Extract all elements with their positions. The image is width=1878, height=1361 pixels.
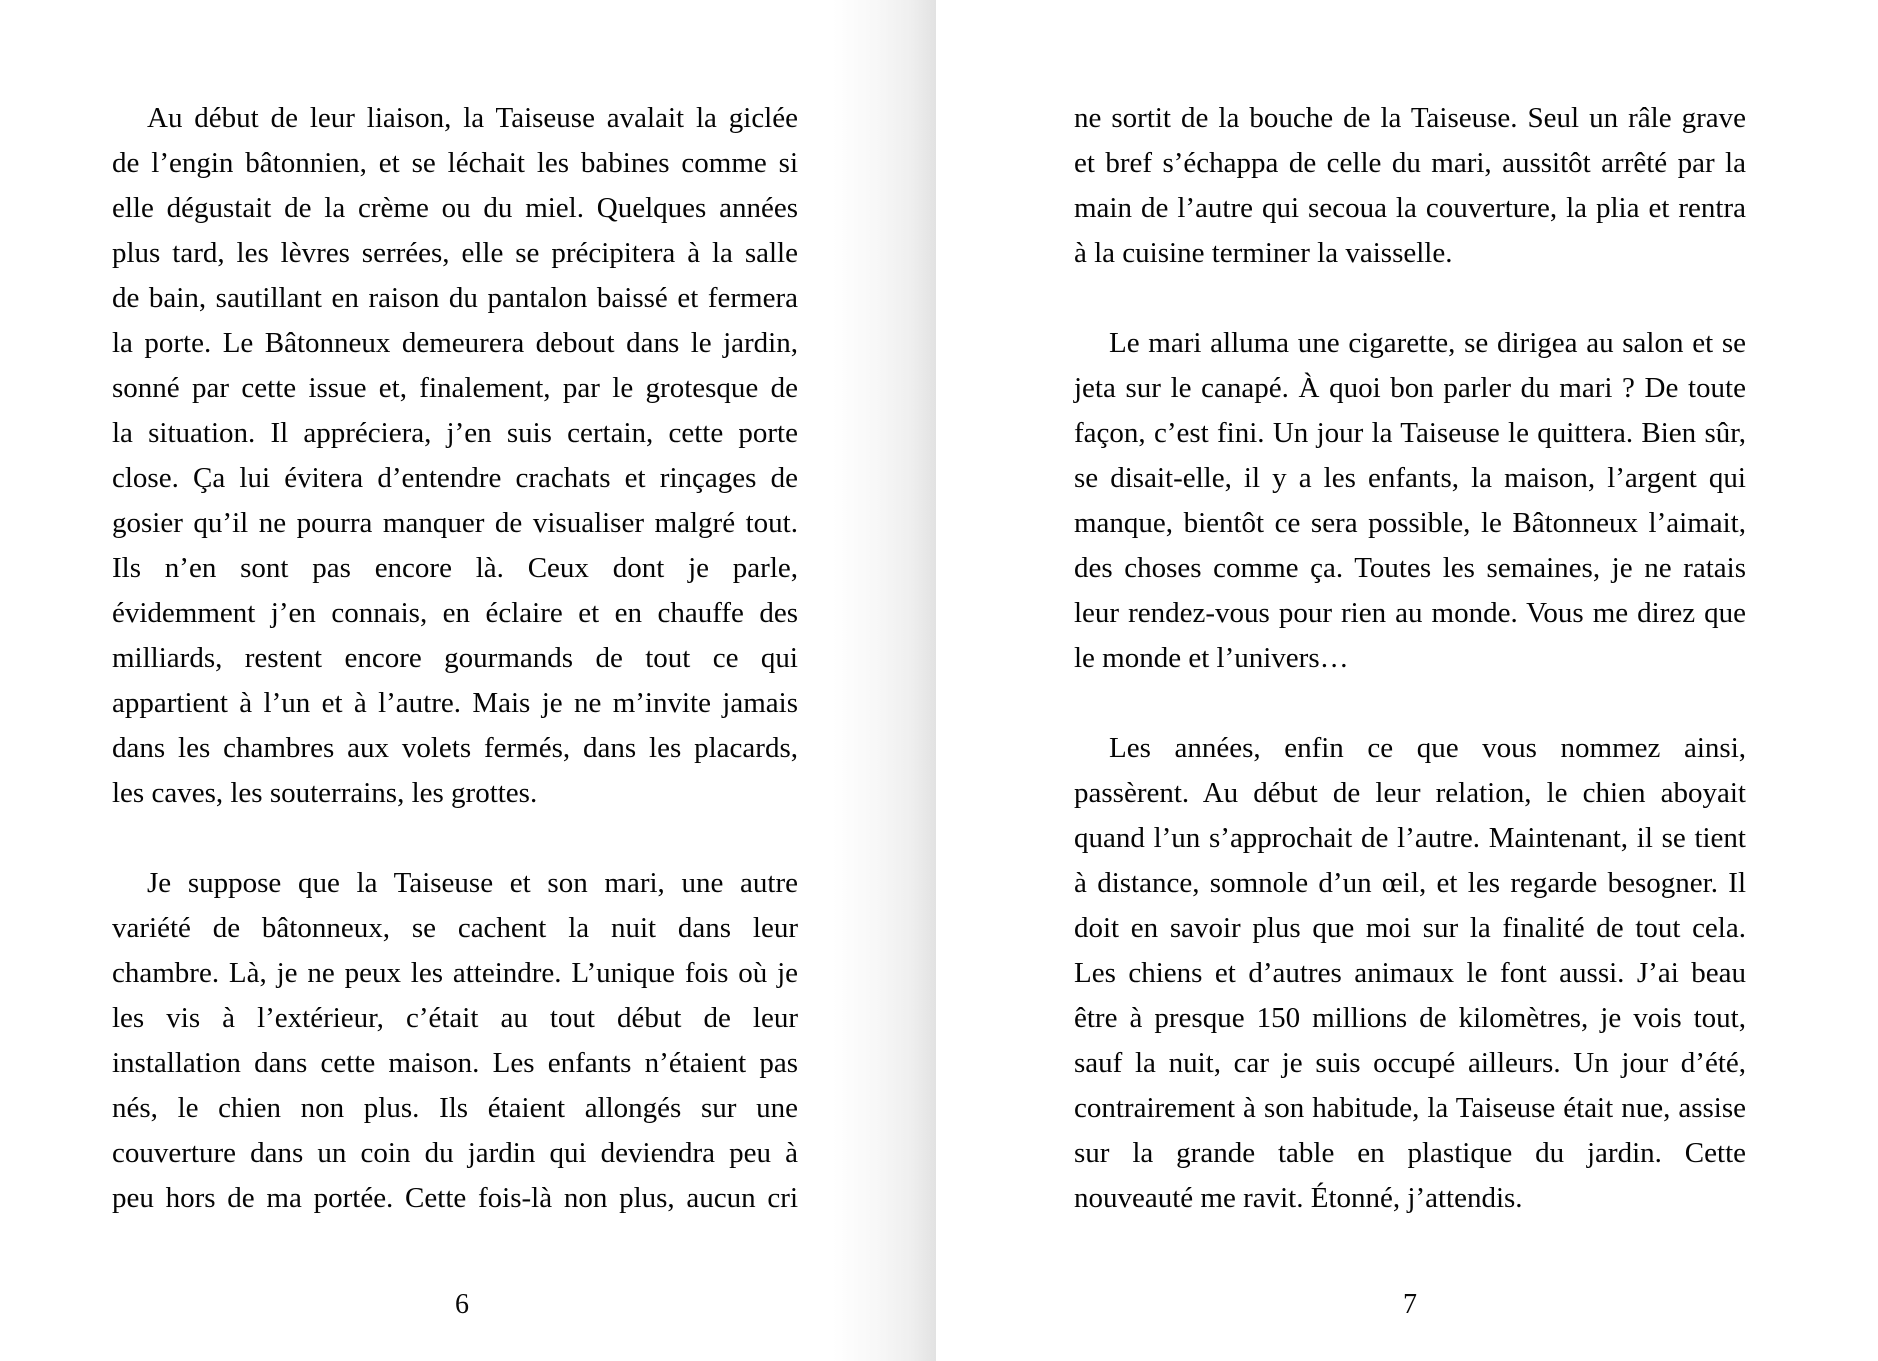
text-line: sauf la nuit, car je suis occupé ailleurs. Un jour d’été, [1074,1047,1746,1079]
text-line: nés, le chien non plus. Ils étaient allongés sur une [112,1092,798,1124]
right-page-number: 7 [1403,1289,1417,1320]
left-page-text [112,96,798,1221]
text-line: le monde et l’univers… [1074,642,1349,674]
text-line: Je suppose que la Taiseuse et son mari, une autre [147,867,798,899]
text-line: et bref s’échappa de celle du mari, aussitôt arrêté par la [1074,147,1746,179]
text-line: les vis à l’extérieur, c’était au tout début de leur [112,1002,798,1034]
page-gutter-shadow [833,0,936,1361]
text-line: main de l’autre qui secoua la couverture, la plia et rentra [1074,192,1746,224]
text-line: chambre. Là, je ne peux les atteindre. L’unique fois où je [112,957,798,989]
text-line: à distance, somnole d’un œil, et les regarde besogner. Il [1074,867,1746,899]
text-line: jeta sur le canapé. À quoi bon parler du mari ? De toute [1074,372,1746,404]
text-line: manque, bientôt ce sera possible, le Bâtonneux l’aimait, [1074,507,1746,539]
text-line: Le mari alluma une cigarette, se dirigea au salon et se [1109,327,1746,359]
text-line: de l’engin bâtonnien, et se léchait les babines comme si [112,147,798,179]
right-page [1074,96,1746,1221]
text-line: se disait-elle, il y a les enfants, la maison, l’argent qui [1074,462,1746,494]
left-page [112,96,798,1221]
text-line: peu hors de ma portée. Cette fois-là non plus, aucun cri [112,1182,798,1214]
text-line: contrairement à son habitude, la Taiseuse était nue, assise [1074,1092,1746,1124]
text-line: sur la grande table en plastique du jardin. Cette [1074,1137,1746,1169]
text-line: façon, c’est fini. Un jour la Taiseuse le quittera. Bien sûr, [1074,417,1746,449]
paragraph [1074,321,1746,681]
text-line: nouveauté me ravit. Étonné, j’attendis. [1074,1182,1523,1214]
text-line: appartient à l’un et à l’autre. Mais je ne m’invite jamais [112,687,798,719]
text-line: Les années, enfin ce que vous nommez ainsi, [1109,732,1746,764]
text-line: dans les chambres aux volets fermés, dans les placards, [112,732,798,764]
paragraph [112,96,798,816]
text-line: variété de bâtonneux, se cachent la nuit dans leur [112,912,798,944]
text-line: Les chiens et d’autres animaux le font aussi. J’ai beau [1074,957,1746,989]
text-line: leur rendez-vous pour rien au monde. Vous me direz que [1074,597,1746,629]
text-line: quand l’un s’approchait de l’autre. Maintenant, il se tient [1074,822,1746,854]
text-line: Au début de leur liaison, la Taiseuse avalait la giclée [147,102,798,134]
text-line: les caves, les souterrains, les grottes. [112,777,538,809]
text-line: être à presque 150 millions de kilomètres, je vois tout, [1074,1002,1746,1034]
paragraph [1074,726,1746,1221]
text-line: Ils n’en sont pas encore là. Ceux dont je parle, [112,552,798,584]
text-line: la situation. Il appréciera, j’en suis certain, cette porte [112,417,798,449]
text-line: plus tard, les lèvres serrées, elle se précipitera à la salle [112,237,798,269]
text-line: de bain, sautillant en raison du pantalon baissé et fermera [112,282,798,314]
text-line: évidemment j’en connais, en éclaire et en chauffe des [112,597,798,629]
text-line: gosier qu’il ne pourra manquer de visualiser malgré tout. [112,507,798,539]
text-line: close. Ça lui évitera d’entendre crachats et rinçages de [112,462,798,494]
paragraph [1074,96,1746,276]
text-line: passèrent. Au début de leur relation, le chien aboyait [1074,777,1746,809]
text-line: ne sortit de la bouche de la Taiseuse. Seul un râle grave [1074,102,1746,134]
text-line: installation dans cette maison. Les enfants n’étaient pas [112,1047,798,1079]
text-line: à la cuisine terminer la vaisselle. [1074,237,1453,269]
text-line: sonné par cette issue et, finalement, par le grotesque de [112,372,798,404]
left-page-number: 6 [455,1289,469,1320]
text-line: milliards, restent encore gourmands de tout ce qui [112,642,798,674]
right-page-text [1074,96,1746,1221]
text-line: couverture dans un coin du jardin qui deviendra peu à [112,1137,798,1169]
text-line: des choses comme ça. Toutes les semaines, je ne ratais [1074,552,1746,584]
text-line: doit en savoir plus que moi sur la finalité de tout cela. [1074,912,1746,944]
text-line: la porte. Le Bâtonneux demeurera debout dans le jardin, [112,327,798,359]
paragraph [112,861,798,1221]
text-line: elle dégustait de la crème ou du miel. Quelques années [112,192,798,224]
